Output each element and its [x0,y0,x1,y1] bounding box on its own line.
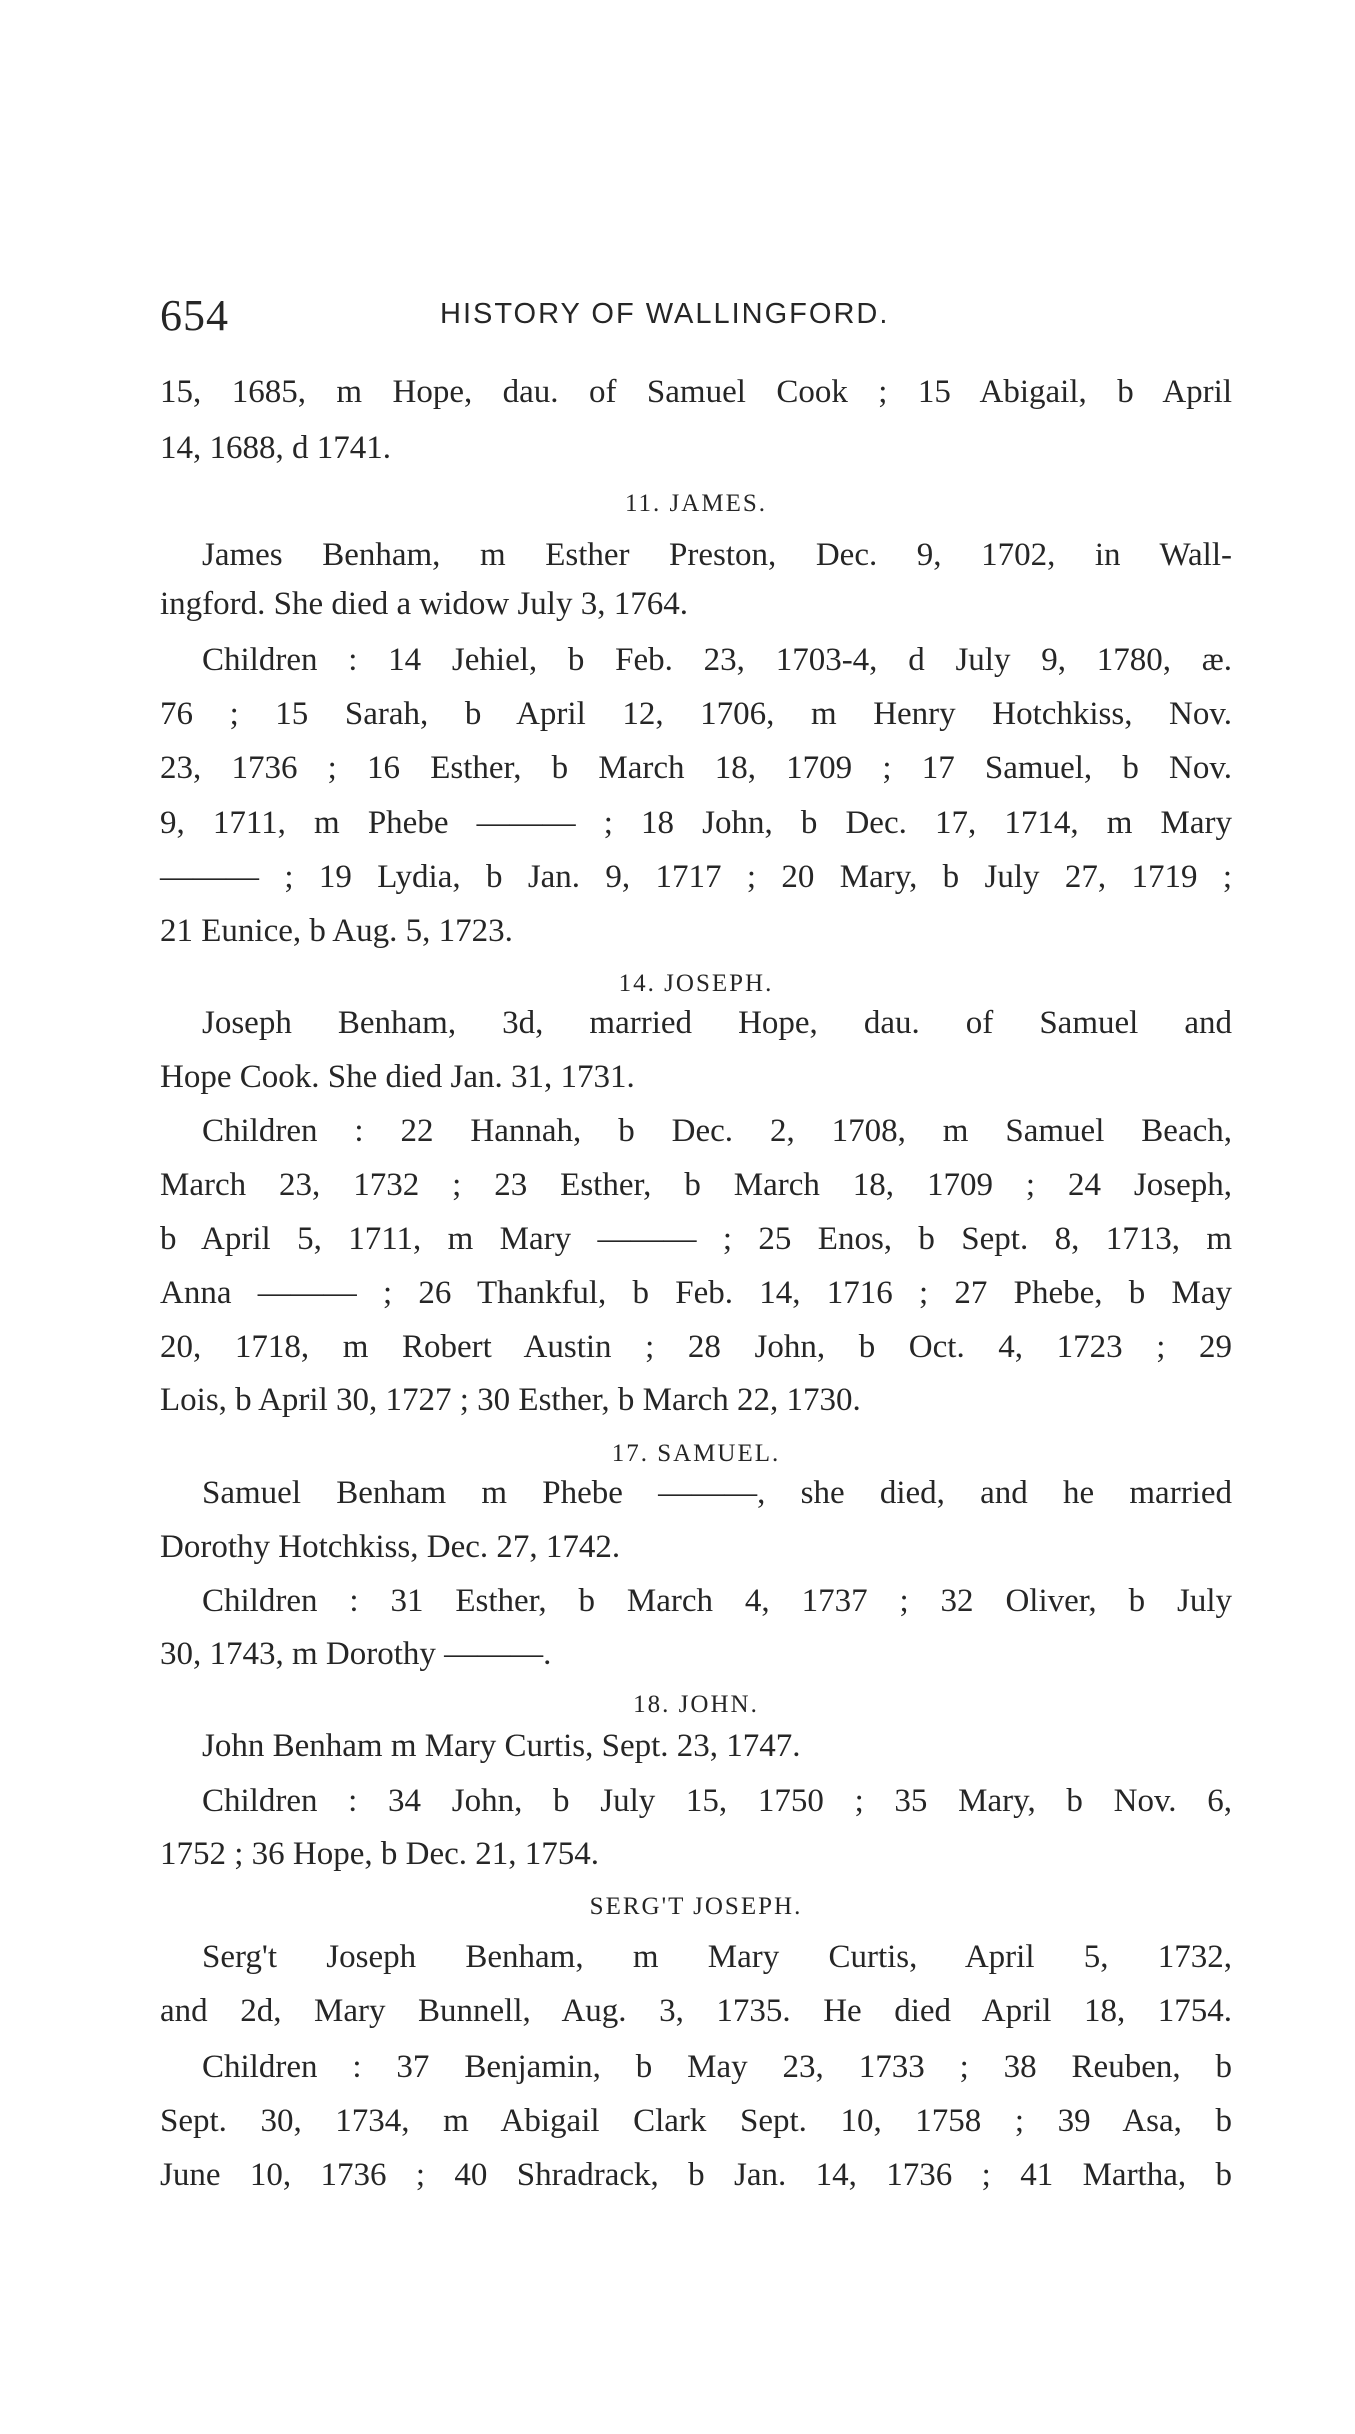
text-line: 30, 1743, m Dorothy ———. [160,1636,552,1672]
section-heading-samuel: 17. SAMUEL. [611,1440,781,1467]
text-line: Sept. 30, 1734, m Abigail Clark Sept. 10, 1758 ; 39 Asa, b [160,2103,1232,2139]
text-line: 20, 1718, m Robert Austin ; 28 John, b Oct. 4, 1723 ; 29 [160,1329,1232,1365]
section-heading-john: 18. JOHN. [633,1691,759,1718]
text-line: Children : 22 Hannah, b Dec. 2, 1708, m Samuel Beach, [202,1113,1232,1149]
text-line: Joseph Benham, 3d, married Hope, dau. of Samuel and [202,1005,1232,1041]
text-line: Samuel Benham m Phebe ———, she died, and he married [202,1475,1232,1511]
text-line: Children : 34 John, b July 15, 1750 ; 35 Mary, b Nov. 6, [202,1783,1232,1819]
text-line: 21 Eunice, b Aug. 5, 1723. [160,913,513,949]
text-line: ——— ; 19 Lydia, b Jan. 9, 1717 ; 20 Mary, b July 27, 1719 ; [160,859,1232,895]
text-line: 15, 1685, m Hope, dau. of Samuel Cook ; 15 Abigail, b April [160,374,1232,410]
text-line: and 2d, Mary Bunnell, Aug. 3, 1735. He died April 18, 1754. [160,1993,1232,2029]
text-line: b April 5, 1711, m Mary ——— ; 25 Enos, b Sept. 8, 1713, m [160,1221,1232,1257]
text-line: March 23, 1732 ; 23 Esther, b March 18, 1709 ; 24 Joseph, [160,1167,1232,1203]
running-head: HISTORY OF WALLINGFORD. [440,298,890,330]
text-line: John Benham m Mary Curtis, Sept. 23, 1747. [202,1728,801,1764]
page-number: 654 [160,291,229,340]
text-line: Anna ——— ; 26 Thankful, b Feb. 14, 1716 ; 27 Phebe, b May [160,1275,1232,1311]
section-heading-james: 11. JAMES. [624,490,767,517]
text-line: James Benham, m Esther Preston, Dec. 9, 1702, in Wall- [202,537,1232,573]
page-header [160,290,1232,350]
section-heading-joseph: 14. JOSEPH. [618,970,774,997]
text-line: June 10, 1736 ; 40 Shradrack, b Jan. 14, 1736 ; 41 Martha, b [160,2157,1232,2193]
text-line: Lois, b April 30, 1727 ; 30 Esther, b March 22, 1730. [160,1382,861,1418]
text-line: Hope Cook. She died Jan. 31, 1731. [160,1059,635,1095]
text-line: Dorothy Hotchkiss, Dec. 27, 1742. [160,1529,621,1565]
text-line: Children : 37 Benjamin, b May 23, 1733 ; 38 Reuben, b [202,2049,1232,2085]
text-line: 76 ; 15 Sarah, b April 12, 1706, m Henry Hotchkiss, Nov. [160,696,1232,732]
text-line: 1752 ; 36 Hope, b Dec. 21, 1754. [160,1836,600,1872]
text-line: 14, 1688, d 1741. [160,430,391,466]
text-line: Children : 31 Esther, b March 4, 1737 ; 32 Oliver, b July [202,1583,1232,1619]
section-heading-sergt-joseph: SERG'T JOSEPH. [589,1893,803,1920]
text-line: Children : 14 Jehiel, b Feb. 23, 1703-4, d July 9, 1780, æ. [202,642,1232,678]
text-line: 23, 1736 ; 16 Esther, b March 18, 1709 ; 17 Samuel, b Nov. [160,750,1232,786]
text-line: ingford. She died a widow July 3, 1764. [160,586,688,622]
text-line: Serg't Joseph Benham, m Mary Curtis, April 5, 1732, [202,1939,1232,1975]
text-line: 9, 1711, m Phebe ——— ; 18 John, b Dec. 17, 1714, m Mary [160,805,1232,841]
